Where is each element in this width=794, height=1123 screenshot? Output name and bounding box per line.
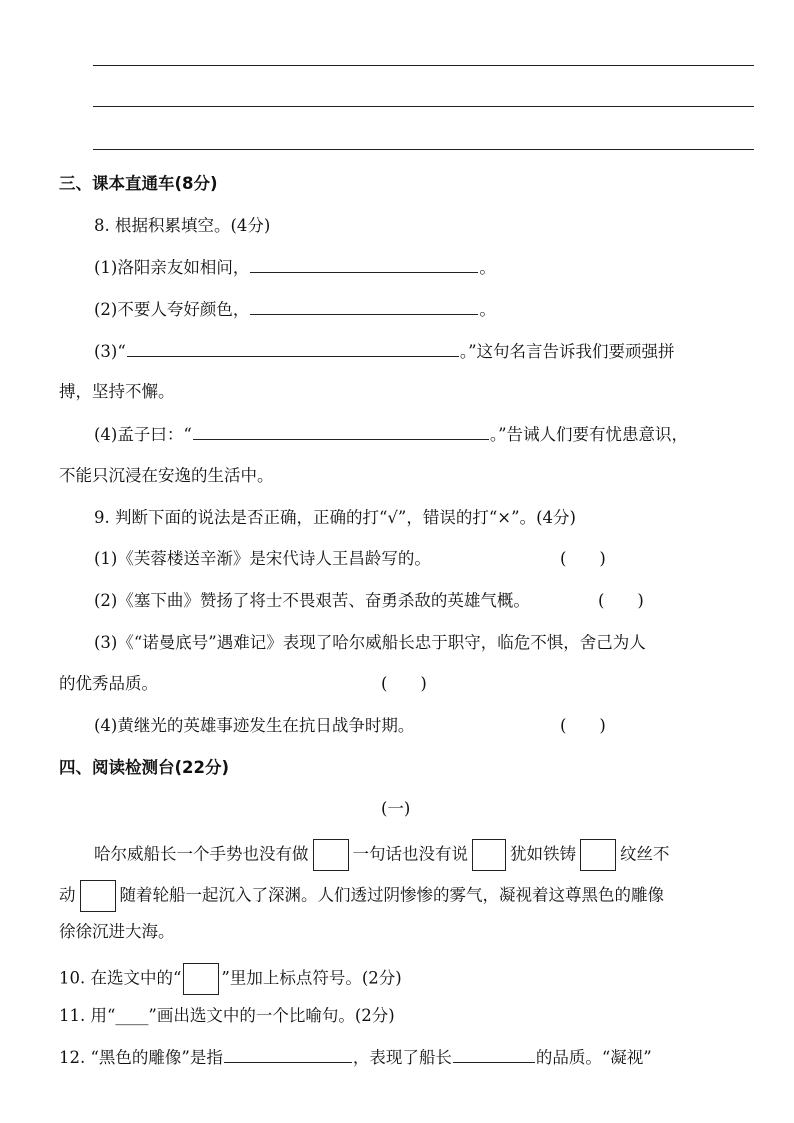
q9-item-2: (2)《塞下曲》赞扬了将士不畏艰苦、奋勇杀敌的英雄气概。 — [94, 591, 530, 610]
q10-text-b: ”里加上标点符号。(2分) — [221, 968, 402, 988]
punctuation-box-2[interactable] — [472, 839, 506, 871]
passage-part-label: (一) — [381, 799, 411, 818]
q8-item-1-text: (1)洛阳亲友如相问， — [94, 258, 250, 277]
q8-item-3-text: 。”这句名言告诉我们要顽强拼 — [459, 342, 675, 361]
q8-item-1-end: 。 — [479, 258, 496, 277]
q10-text-a: 10. 在选文中的“ — [59, 968, 182, 988]
q11: 11. 用“____”画出选文中的一个比喻句。(2分) — [59, 1006, 395, 1025]
q12-text-a: 12. “黑色的雕像”是指 — [59, 1048, 223, 1067]
q9-item-1: (1)《芙蓉楼送辛渐》是宋代诗人王昌龄写的。 — [94, 549, 431, 568]
q9-item-2-paren[interactable]: ( ) — [598, 591, 644, 610]
passage-line-2 — [59, 880, 664, 912]
q8-stem: 8. 根据积累填空。(4分) — [94, 216, 271, 235]
q10 — [59, 963, 402, 995]
q12-blank-2[interactable] — [453, 1047, 535, 1063]
q8-item-3-open: (3)“ — [94, 342, 126, 361]
q8-item-2-end: 。 — [479, 300, 496, 319]
passage-text-1d: 纹丝不 — [620, 844, 670, 864]
q12 — [59, 1047, 652, 1069]
q12-blank-1[interactable] — [224, 1047, 352, 1063]
q9-item-3: (3)《“诺曼底号”遇难记》表现了哈尔威船长忠于职守，临危不惧，舍己为人 — [94, 633, 646, 652]
q8-item-4 — [94, 424, 688, 446]
q12-text-c: 的品质。“凝视” — [535, 1048, 652, 1067]
passage-text-2a: 动 — [59, 885, 76, 905]
q8-item-3-blank[interactable] — [127, 341, 459, 357]
q9-item-3-paren[interactable]: ( ) — [381, 674, 427, 693]
punctuation-box-3[interactable] — [580, 839, 616, 871]
q9-item-4: (4)黄继光的英雄事迹发生在抗日战争时期。 — [94, 716, 415, 735]
section-4-heading: 四、阅读检测台(22分) — [59, 758, 230, 777]
q12-text-b: ，表现了船长 — [352, 1048, 452, 1067]
punctuation-box-4[interactable] — [80, 880, 116, 912]
q9-stem: 9. 判断下面的说法是否正确，正确的打“√”，错误的打“×”。(4分) — [94, 508, 576, 527]
passage-text-1b: 一句话也没有说 — [352, 844, 468, 864]
passage-text-1c: 犹如铁铸 — [510, 844, 576, 864]
answer-line-1[interactable] — [93, 65, 754, 66]
q8-item-2-text: (2)不要人夸好颜色， — [94, 300, 250, 319]
passage-text-2b: 随着轮船一起沉入了深渊。人们透过阴惨惨的雾气，凝视着这尊黑色的雕像 — [119, 885, 664, 905]
q9-item-4-paren[interactable]: ( ) — [560, 716, 606, 735]
q8-item-4-cont: 不能只沉浸在安逸的生活中。 — [59, 466, 274, 485]
answer-line-2[interactable] — [93, 106, 754, 107]
q9-item-1-paren[interactable]: ( ) — [560, 549, 606, 568]
q8-item-3-cont: 搏，坚持不懈。 — [59, 382, 175, 401]
passage-line-3: 徐徐沉进大海。 — [59, 922, 175, 941]
passage-line-1 — [94, 839, 670, 871]
q8-item-3 — [94, 341, 675, 363]
q8-item-1-blank[interactable] — [250, 257, 478, 273]
q8-item-4-open: (4)孟子曰：“ — [94, 425, 192, 444]
answer-line-3[interactable] — [93, 149, 754, 150]
q8-item-2-blank[interactable] — [250, 299, 478, 315]
q8-item-4-text: 。”告诫人们要有忧患意识， — [489, 425, 688, 444]
q8-item-1 — [94, 257, 496, 279]
punctuation-box-1[interactable] — [313, 839, 349, 871]
passage-text-1a: 哈尔威船长一个手势也没有做 — [94, 844, 309, 864]
q10-example-box — [183, 963, 219, 995]
q9-item-3-cont: 的优秀品质。 — [59, 674, 158, 693]
q8-item-4-blank[interactable] — [193, 424, 489, 440]
q8-item-2 — [94, 299, 496, 321]
section-3-heading: 三、课本直通车(8分) — [59, 174, 218, 193]
